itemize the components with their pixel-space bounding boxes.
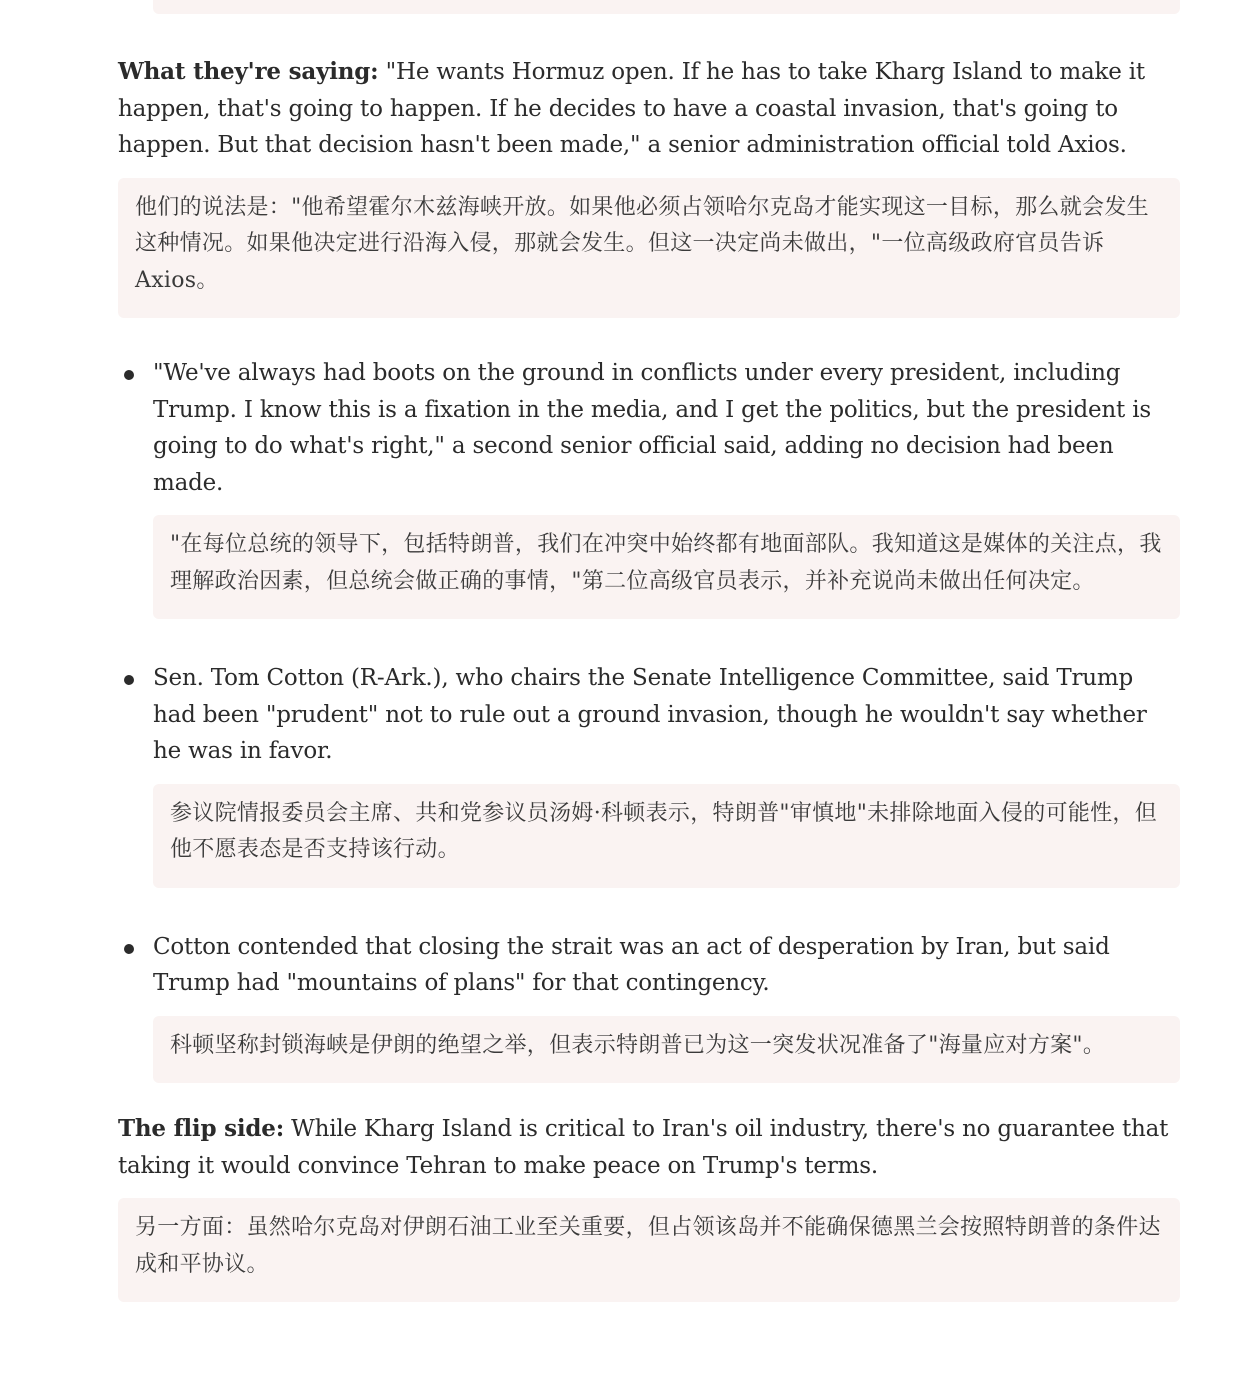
section-what-theyre-saying xyxy=(118,54,1180,318)
translation-block: 参议院情报委员会主席、共和党参议员汤姆·科顿表示，特朗普"审慎地"未排除地面入侵的可能性，但他不愿表态是否支持该行动。 xyxy=(153,784,1180,888)
list-item xyxy=(118,660,1180,888)
paragraph-text: "He wants Hormuz open. If he has to take Kharg Island to make it happen, that's going to happen. If he decides to have a coastal invasion, that's going to happen. But that decision hasn't been made," a senior administration official told Axios. xyxy=(118,59,1145,158)
bullet-icon xyxy=(124,944,134,954)
lead-in: The flip side: xyxy=(118,1115,285,1142)
bullet-icon xyxy=(124,675,134,685)
article-body xyxy=(118,54,1180,1302)
translation-block: 他们的说法是："他希望霍尔木兹海峡开放。如果他必须占领哈尔克岛才能实现这一目标，那么就会发生这种情况。如果他决定进行沿海入侵，那就会发生。但这一决定尚未做出，"一位高级政府官员告诉 Axios。 xyxy=(118,178,1180,319)
quote-list xyxy=(118,355,1180,1083)
bullet-text: Sen. Tom Cotton (R-Ark.), who chairs the Senate Intelligence Committee, said Trump had been "prudent" not to rule out a ground invasion, though he wouldn't say whether he was in favor. xyxy=(153,665,1147,764)
paragraph-english xyxy=(118,54,1180,164)
list-item xyxy=(118,929,1180,1084)
paragraph-text: While Kharg Island is critical to Iran's oil industry, there's no guarantee that taking it would convince Tehran to make peace on Trump's terms. xyxy=(118,1116,1169,1179)
list-item xyxy=(118,355,1180,619)
translation-block: 另一方面：虽然哈尔克岛对伊朗石油工业至关重要，但占领该岛并不能确保德黑兰会按照特朗普的条件达成和平协议。 xyxy=(118,1198,1180,1302)
lead-in: What they're saying: xyxy=(118,58,379,85)
section-flip-side xyxy=(118,1111,1180,1302)
bullet-icon xyxy=(124,370,134,380)
translation-block: 科顿坚称封锁海峡是伊朗的绝望之举，但表示特朗普已为这一突发状况准备了"海量应对方案"。 xyxy=(153,1016,1180,1084)
translation-block: "在每位总统的领导下，包括特朗普，我们在冲突中始终都有地面部队。我知道这是媒体的关注点，我理解政治因素，但总统会做正确的事情，"第二位高级官员表示，并补充说尚未做出任何决定。 xyxy=(153,515,1180,619)
bullet-text: "We've always had boots on the ground in conflicts under every president, including Trump. I know this is a fixation in the media, and I get the politics, but the president is going to do what's right," a second senior official said, adding no decision had been made. xyxy=(153,360,1151,496)
paragraph-english xyxy=(118,1111,1180,1184)
previous-translation-block xyxy=(153,0,1180,14)
bullet-text: Cotton contended that closing the strait was an act of desperation by Iran, but said Trump had "mountains of plans" for that contingency. xyxy=(153,933,1110,996)
